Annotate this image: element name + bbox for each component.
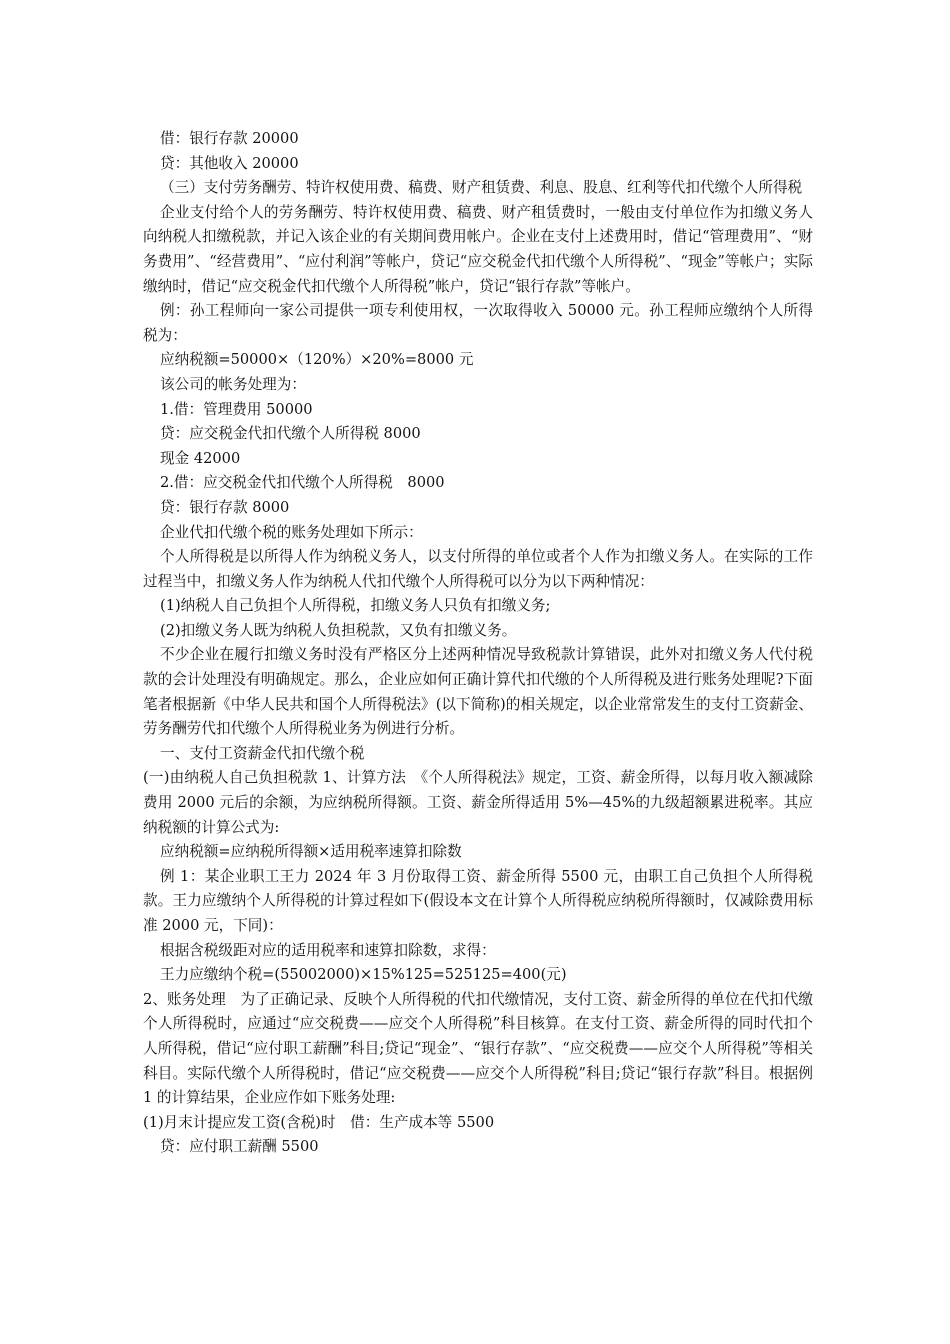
paragraph: 不少企业在履行扣缴义务时没有严格区分上述两种情况导致税款计算错误，此外对扣缴义务人代付税款的会计处理没有明确规定。那么，企业应如何正确计算代扣代缴的个人所得税及进行账务处理呢?下面笔者根据新《中华人民共和国个人所得税法》(以下简称)的相关规定，以企业常常发生的支付工资薪金、劳务酬劳代扣代缴个人所得税业务为例进行分析。 (143, 646, 813, 738)
document-body (143, 127, 818, 1160)
formula: 应纳税额=50000×（120%）×20%=8000 元 (160, 351, 474, 369)
journal-entry: 现金 42000 (160, 449, 241, 467)
journal-entry: (1)月末计提应发工资(含税)时 借：生产成本等 5500 (143, 1113, 495, 1131)
paragraph: 企业支付给个人的劳务酬劳、特许权使用费、稿费、财产租赁费时，一般由支付单位作为扣缴义务人向纳税人扣缴税款，并记入该企业的有关期间费用帐户。企业在支付上述费用时，借记“管理费用”、“财务费用”、“经营费用”、“应付利润”等帐户，贷记“应交税金代扣代缴个人所得税”、“现金”等帐户；实际缴纳时，借记“应交税金代扣代缴个人所得税”帐户，贷记“银行存款”等帐户。 (143, 203, 813, 295)
formula: 应纳税额=应纳税所得额×适用税率速算扣除数 (160, 843, 462, 861)
section-heading: 一、支付工资薪金代扣代缴个税 (160, 744, 365, 762)
list-item: (2)扣缴义务人既为纳税人负担税款，又负有扣缴义务。 (160, 621, 517, 639)
paragraph: 2、账务处理 为了正确记录、反映个人所得税的代扣代缴情况，支付工资、薪金所得的单位在代扣代缴个人所得税时，应通过“应交税费——应交个人所得税”科目核算。在支付工资、薪金所得的同时代扣个人所得税，借记“应付职工薪酬”科目;贷记“现金”、“银行存款”、“应交税费——应交个人所得税”等相关科目。实际代缴个人所得税时，借记“应交税费——应交个人所得税”科目;贷记“银行存款”科目。根据例 1 的计算结果，企业应作如下账务处理: (143, 990, 818, 1107)
paragraph: 该公司的帐务处理为： (160, 375, 306, 393)
paragraph: 例：孙工程师向一家公司提供一项专利使用权，一次取得收入 50000 元。孙工程师应缴纳个人所得税为： (143, 302, 813, 344)
journal-entry: 贷：应付职工薪酬 5500 (160, 1138, 319, 1156)
journal-entry: 1.借：管理费用 50000 (160, 400, 313, 418)
formula: 王力应缴纳个税=(55002000)×15%125=525125=400(元) (160, 966, 567, 984)
journal-entry: 贷：应交税金代扣代缴个人所得税 8000 (160, 425, 421, 443)
paragraph: 根据含税级距对应的适用税率和速算扣除数，求得： (160, 941, 496, 959)
paragraph: 个人所得税是以所得人作为纳税义务人，以支付所得的单位或者个人作为扣缴义务人。在实际的工作过程当中，扣缴义务人作为纳税人代扣代缴个人所得税可以分为以下两种情况： (143, 548, 813, 590)
section-heading: （三）支付劳务酬劳、特许权使用费、稿费、财产租赁费、利息、股息、红利等代扣代缴个人所得税 (160, 179, 803, 197)
paragraph: (一)由纳税人自己负担税款 1、计算方法 《个人所得税法》规定，工资、薪金所得，以每月收入额减除费用 2000 元后的余额，为应纳税所得额。工资、薪金所得适用 5%—45%的九级超额累进税率。其应纳税额的计算公式为: (143, 769, 813, 836)
paragraph: 贷：其他收入 20000 (160, 154, 299, 172)
list-item: (1)纳税人自己负担个人所得税，扣缴义务人只负有扣缴义务; (160, 597, 551, 615)
paragraph: 企业代扣代缴个税的账务处理如下所示： (160, 523, 423, 541)
paragraph: 例 1：某企业职工王力 2024 年 3 月份取得工资、薪金所得 5500 元，由职工自己负担个人所得税款。王力应缴纳个人所得税的计算过程如下(假设本文在计算个人所得税应纳税所得额时，仅减除费用标准 2000 元，下同)： (143, 867, 813, 934)
journal-entry: 贷：银行存款 8000 (160, 498, 290, 516)
journal-entry: 2.借：应交税金代扣代缴个人所得税 8000 (160, 474, 445, 492)
paragraph: 借：银行存款 20000 (160, 130, 299, 147)
